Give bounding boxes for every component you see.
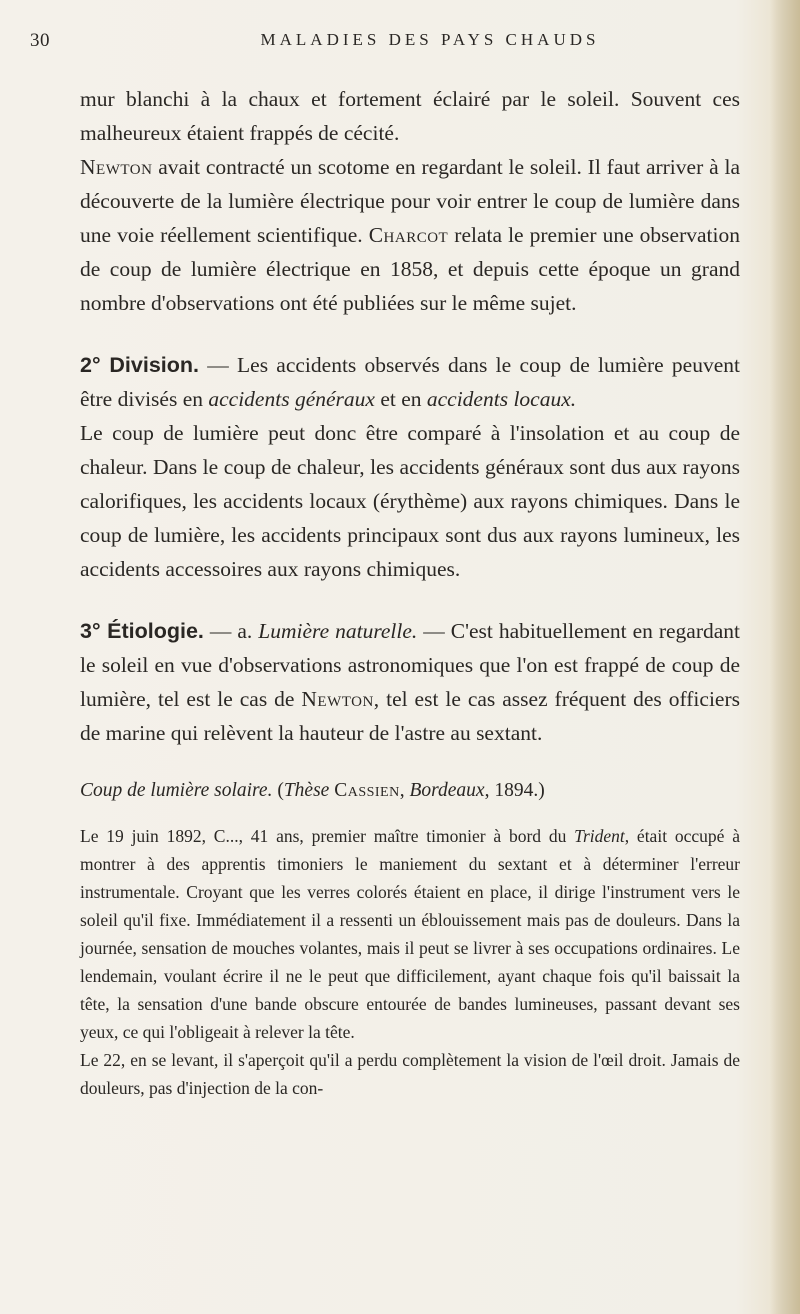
citation-title: Coup de lumière solaire. (80, 780, 273, 801)
division-text-a: — Les accidents observés dans le coup de lumière peuvent être divisés en (80, 353, 740, 411)
author-charcot: Charcot (368, 223, 449, 247)
page-number: 30 (30, 30, 50, 51)
observation-text-c: Le 22, en se levant, il s'aperçoit qu'il a perdu complètement la vision de l'œil droit. Jamais de douleurs, pas d'injection de la con- (80, 1050, 740, 1098)
citation-author: Cassien (334, 780, 400, 801)
division-ital-b: accidents locaux. (426, 387, 577, 411)
division-text-c: Le coup de lumière peut donc être comparé à l'insolation et au coup de chaleur. Dans le coup de chaleur, les accidents généraux sont dus aux rayons calorifiques, les accidents locaux (érythème) aux rayons chimiques. Dans le coup de lumière, les accidents principaux sont dus aux rayons lumineux, les accidents accessoires aux rayons chimiques. (80, 421, 740, 581)
observation-paragraph-2 (80, 1046, 740, 1102)
citation-text-c: , 1894.) (484, 780, 545, 801)
heading-etiologie: 3° Étiologie. (80, 619, 204, 643)
author-newton: Newton (80, 155, 153, 179)
etiologie-text-c: , tel est le cas assez fréquent des officiers de marine qui relèvent la hauteur de l'astre au sextant. (80, 687, 740, 745)
citation-these: Thèse (283, 780, 335, 801)
paragraph-1-text-b: avait contracté un scotome en regardant le soleil. Il faut arriver à la découverte de la lumière électrique pour voir entrer le coup de lumière dans une voie réellement scientifique. (80, 155, 740, 247)
body-text (80, 82, 740, 1102)
citation-city: Bordeaux (409, 780, 485, 801)
page-edge (770, 0, 800, 1314)
paragraph-1-text-a: mur blanchi à la chaux et fortement éclairé par le soleil. Souvent ces malheureux étaient frappés de cécité. (80, 87, 740, 145)
etiologie-ital-a: Lumière naturelle. (258, 619, 418, 643)
ship-name: Trident (574, 826, 625, 846)
observation-text-b: , était occupé à montrer à des apprentis timoniers le maniement du sextant et à déterminer l'erreur instrumentale. Croyant que les verres colorés étaient en place, il dirige l'instrument vers le soleil qu'il fixe. Immédiatement il a ressenti un éblouissement mais pas de douleurs. Dans la journée, sensation de mouches volantes, mais il peut se livrer à ses occupations ordinaires. Le lendemain, voulant écrire il ne le peut que difficilement, ayant chaque fois qu'il baissait la tête, la sensation d'une bande obscure entourée de bandes lumineuses, passant devant ses yeux, ce qui l'obligeait à relever la tête. (80, 826, 740, 1042)
paragraph-etiologie (80, 614, 740, 750)
citation (80, 774, 740, 808)
heading-division: 2° Division. (80, 353, 200, 377)
division-ital-a: accidents généraux (208, 387, 375, 411)
paragraph-1-text-c: relata le premier une observation de coup de lumière électrique en 1858, et depuis cette époque un grand nombre d'observations ont été publiées sur le même sujet. (80, 223, 740, 315)
running-title: MALADIES DES PAYS CHAUDS (260, 30, 600, 49)
citation-text-a: ( (272, 780, 284, 801)
paragraph-division (80, 348, 740, 586)
observation-text-a: Le 19 juin 1892, C..., 41 ans, premier maître timonier à bord du (80, 826, 575, 846)
etiologie-text-b: — C'est habituellement en regardant le soleil en vue d'observations astronomiques que l'on est frappé de coup de lumière, tel est le cas de (80, 619, 741, 711)
citation-text-b: , (399, 780, 410, 801)
paragraph-1 (80, 82, 740, 320)
observation (80, 822, 740, 1102)
author-newton-2: Newton (301, 687, 374, 711)
division-text-b: et en (374, 387, 427, 411)
observation-paragraph-1 (80, 822, 740, 1046)
etiologie-text-a: — a. (203, 619, 259, 643)
page-header (30, 30, 750, 60)
